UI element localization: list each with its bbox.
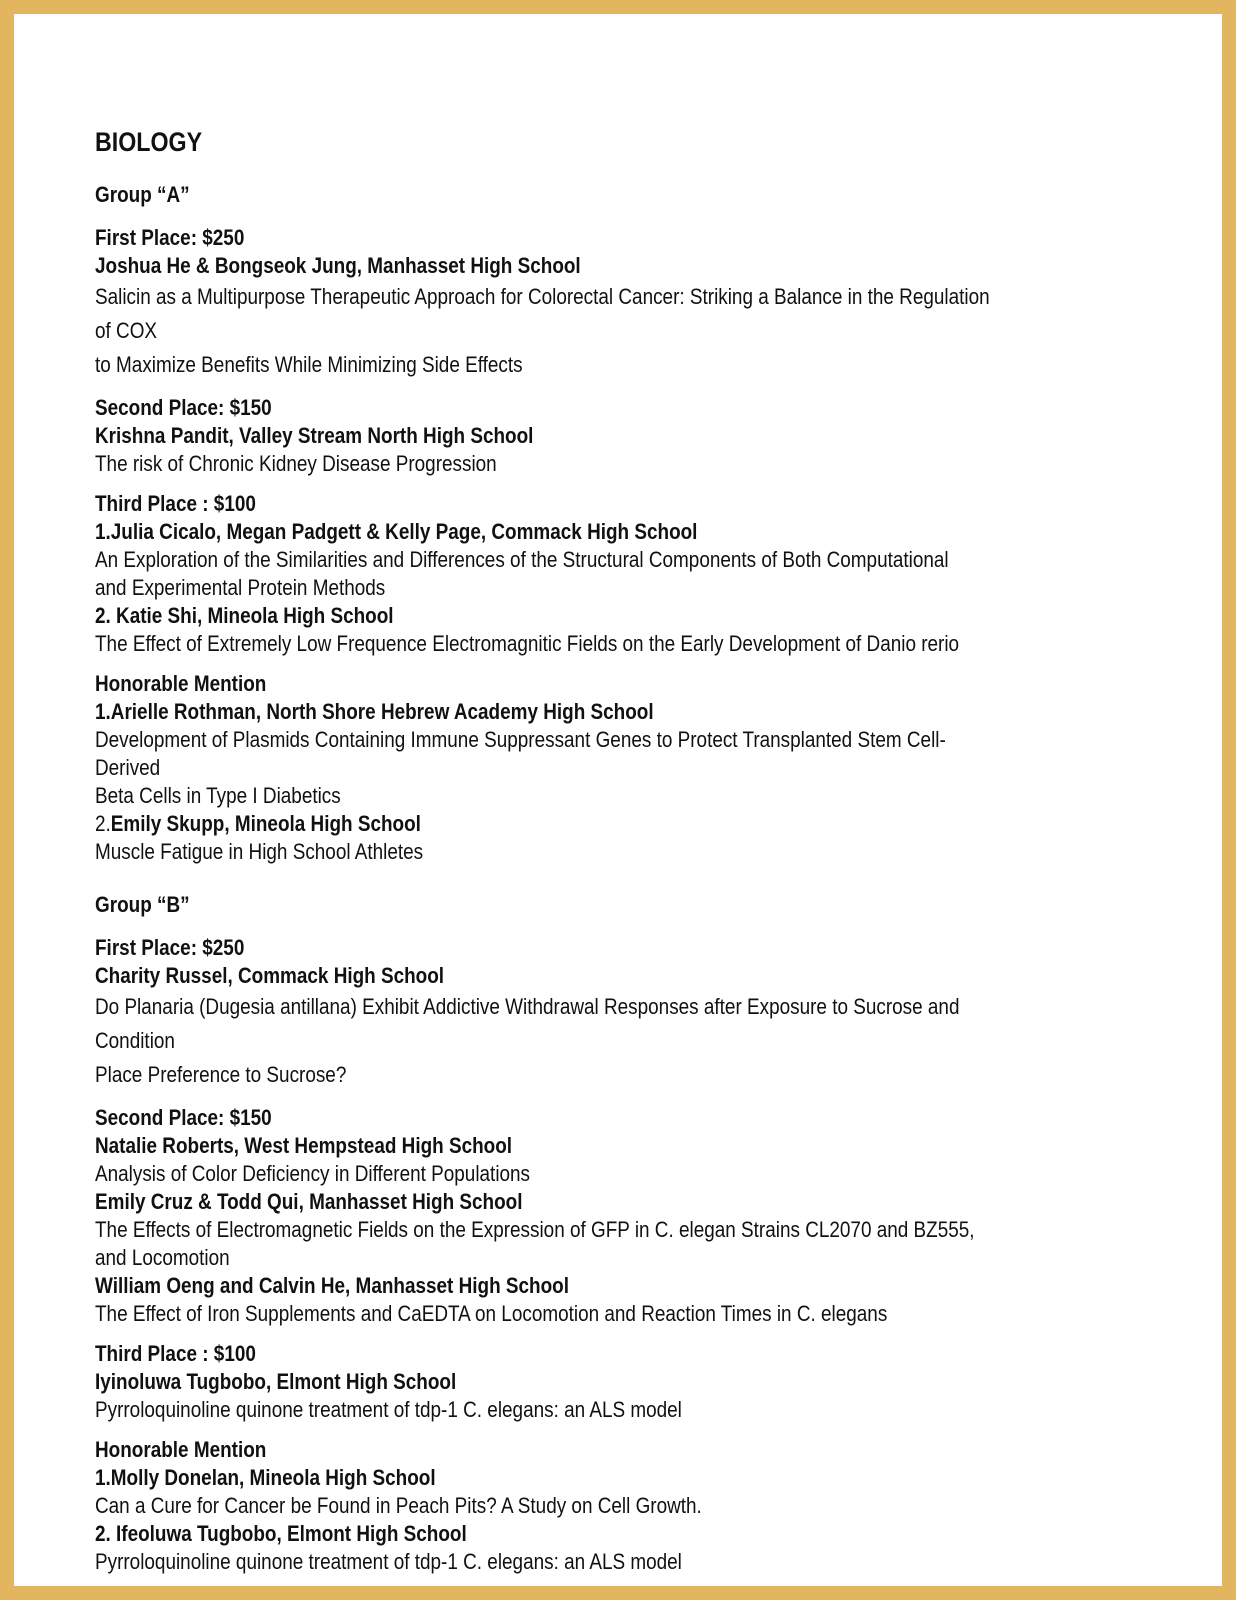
entry-author: Krishna Pandit, Valley Stream North High School [95, 423, 534, 448]
entry-title-line: Salicin as a Multipurpose Therapeutic Approach for Colorectal Cancer: Striking a Balance in the Regulation of COX [95, 284, 990, 343]
honorable-mention-section [95, 670, 1007, 866]
third-place-section [95, 490, 1007, 658]
place-label: Honorable Mention [95, 1437, 267, 1462]
entry-title [95, 990, 1007, 1092]
entry-title-line: Development of Plasmids Containing Immune Suppressant Genes to Protect Transplanted Stem Cell-Derived [95, 727, 946, 780]
place-label: Third Place : $100 [95, 1341, 256, 1366]
entry-title-line: Can a Cure for Cancer be Found in Peach Pits? A Study on Cell Growth. [95, 1493, 702, 1518]
entry-title-line: The Effect of Extremely Low Frequence Electromagnitic Fields on the Early Development of Danio rerio [95, 631, 960, 656]
place-label: Third Place : $100 [95, 491, 256, 516]
entry-author: Iyinoluwa Tugbobo, Elmont High School [95, 1369, 457, 1394]
entry-title [95, 726, 1007, 810]
entry-title-line: Pyrroloquinoline quinone treatment of tdp-1 C. elegans: an ALS model [95, 1397, 682, 1422]
entry-author: 1.Molly Donelan, Mineola High School [95, 1465, 436, 1490]
entry-title [95, 1396, 1007, 1424]
entry-title [95, 280, 1007, 382]
entry-title-line: Beta Cells in Type I Diabetics [95, 783, 341, 808]
place-label: Honorable Mention [95, 671, 267, 696]
entry-author: 2. Katie Shi, Mineola High School [95, 603, 394, 628]
document-body [95, 126, 1007, 1588]
place-label: Second Place: $150 [95, 395, 272, 420]
group-title: Group “A” [95, 182, 190, 207]
entry-author: 2. Ifeoluwa Tugbobo, Elmont High School [95, 1521, 467, 1546]
group-b [95, 892, 1007, 1576]
page-title: BIOLOGY [95, 127, 203, 157]
place-label: Second Place: $150 [95, 1105, 272, 1130]
entry-title-line: and Locomotion [95, 1245, 230, 1270]
second-place-section [95, 394, 1007, 478]
entry-title [95, 546, 1007, 602]
place-label: First Place: $250 [95, 225, 245, 250]
entry-title [95, 1548, 1007, 1576]
first-place-section [95, 224, 1007, 382]
entry-title-line: Pyrroloquinoline quinone treatment of tdp-1 C. elegans: an ALS model [95, 1549, 682, 1574]
second-place-section [95, 1104, 1007, 1328]
entry-title-line: The Effect of Iron Supplements and CaEDTA on Locomotion and Reaction Times in C. elegans [95, 1301, 888, 1326]
entry-title [95, 838, 1007, 866]
entry-title [95, 630, 1007, 658]
entry-author-line [95, 810, 1007, 838]
entry-title-line: to Maximize Benefits While Minimizing Side Effects [95, 352, 523, 377]
entry-author: Emily Cruz & Todd Qui, Manhasset High School [95, 1189, 523, 1214]
place-label: First Place: $250 [95, 935, 245, 960]
entry-author: Natalie Roberts, West Hempstead High School [95, 1133, 513, 1158]
entry-author: 1.Arielle Rothman, North Shore Hebrew Academy High School [95, 699, 654, 724]
entry-title [95, 1160, 1007, 1188]
entry-author: William Oeng and Calvin He, Manhasset High School [95, 1273, 569, 1298]
entry-title [95, 1492, 1007, 1520]
entry-title-line: The Effects of Electromagnetic Fields on the Expression of GFP in C. elegan Strains CL2070 and BZ555, [95, 1217, 975, 1242]
entry-author: Emily Skupp, Mineola High School [110, 811, 421, 836]
entry-title-line: Do Planaria (Dugesia antillana) Exhibit Addictive Withdrawal Responses after Exposure to Sucrose and Condition [95, 994, 960, 1053]
entry-title [95, 450, 1007, 478]
entry-title-line: An Exploration of the Similarities and Differences of the Structural Components of Both Computational [95, 547, 949, 572]
entry-number: 2. [95, 811, 111, 836]
entry-title-line: Muscle Fatigue in High School Athletes [95, 839, 424, 864]
group-a [95, 182, 1007, 866]
entry-author: Charity Russel, Commack High School [95, 963, 445, 988]
honorable-mention-section [95, 1436, 1007, 1576]
entry-title [95, 1300, 1007, 1328]
group-title: Group “B” [95, 892, 190, 917]
third-place-section [95, 1340, 1007, 1424]
entry-title-line: Analysis of Color Deficiency in Different Populations [95, 1161, 531, 1186]
entry-author: Joshua He & Bongseok Jung, Manhasset High School [95, 253, 581, 278]
entry-author: 1.Julia Cicalo, Megan Padgett & Kelly Page, Commack High School [95, 519, 698, 544]
entry-title-line: The risk of Chronic Kidney Disease Progression [95, 451, 497, 476]
entry-title-line: and Experimental Protein Methods [95, 575, 386, 600]
entry-title [95, 1216, 1007, 1272]
first-place-section [95, 934, 1007, 1092]
entry-title-line: Place Preference to Sucrose? [95, 1062, 347, 1087]
